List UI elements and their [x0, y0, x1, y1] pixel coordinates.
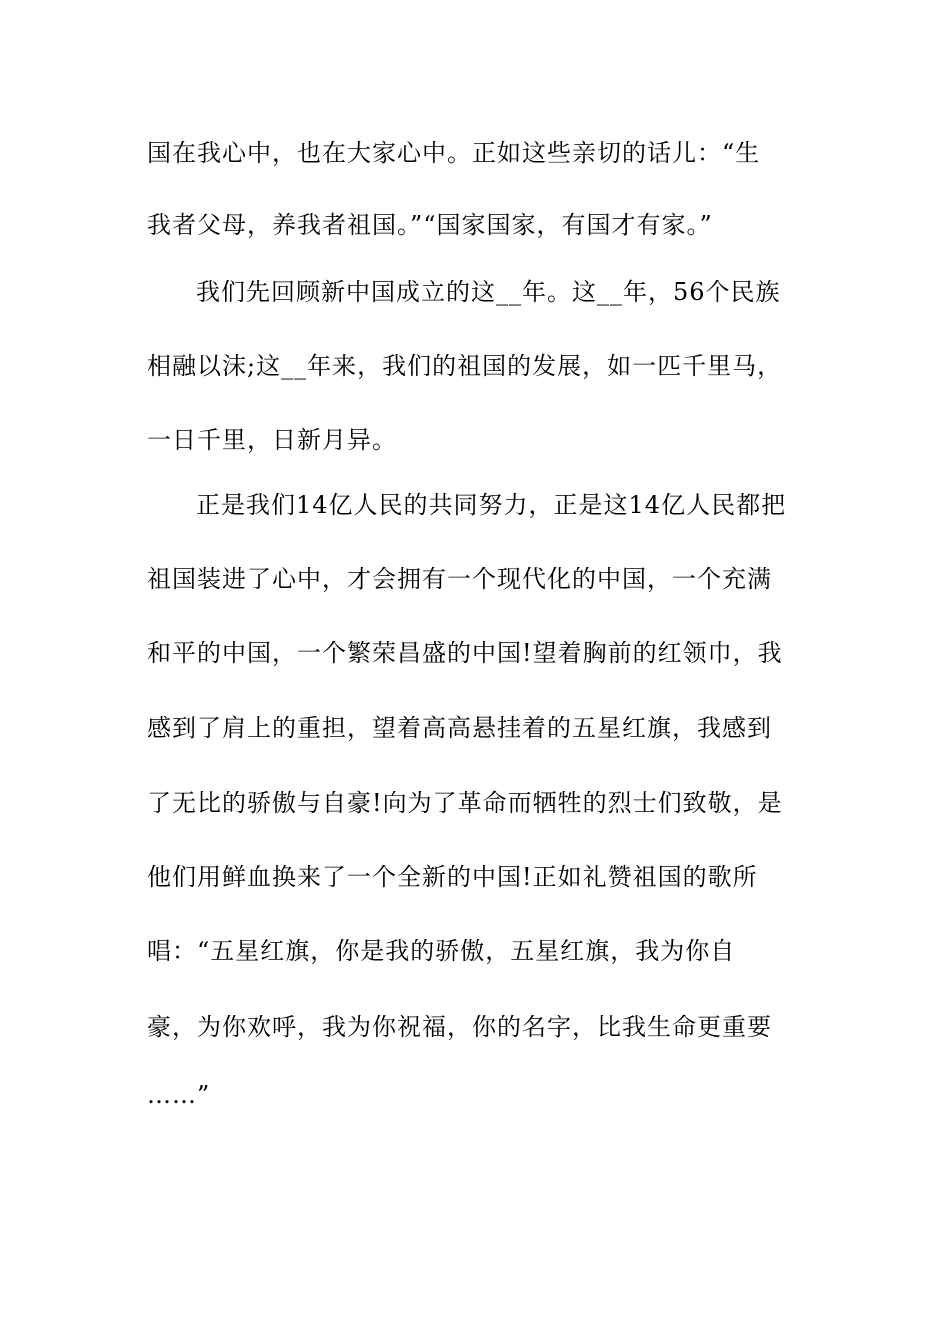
- text-line-14: ……”: [147, 1081, 211, 1109]
- text-line-13: 豪，为你欢呼，我为你祝福，你的名字，比我生命更重要: [147, 1013, 772, 1041]
- text-line-3: 我们先回顾新中国成立的这__年。这__年，56个民族: [196, 278, 781, 306]
- text-line-12: 唱：“五星红旗，你是我的骄傲，五星红旗，我为你自: [147, 937, 736, 965]
- text-line-11: 他们用鲜血换来了一个全新的中国!正如礼赞祖国的歌所: [147, 863, 758, 891]
- text-line-10: 了无比的骄傲与自豪!向为了革命而牺牲的烈士们致敬，是: [147, 789, 783, 817]
- text-line-9: 感到了肩上的重担，望着高高悬挂着的五星红旗，我感到: [147, 714, 772, 742]
- text-line-7: 祖国装进了心中，才会拥有一个现代化的中国，一个充满: [147, 565, 772, 593]
- text-line-5: 一日千里，日新月异。: [147, 426, 397, 454]
- text-line-4: 相融以沫;这__年来，我们的祖国的发展，如一匹千里马，: [147, 352, 783, 380]
- text-line-6: 正是我们14亿人民的共同努力，正是这14亿人民都把: [196, 491, 787, 519]
- text-line-1: 国在我心中，也在大家心中。正如这些亲切的话儿：“生: [147, 139, 761, 167]
- text-line-2: 我者父母，养我者祖国。”“国家国家，有国才有家。”: [147, 211, 713, 239]
- text-line-8: 和平的中国，一个繁荣昌盛的中国!望着胸前的红领巾，我: [147, 639, 783, 667]
